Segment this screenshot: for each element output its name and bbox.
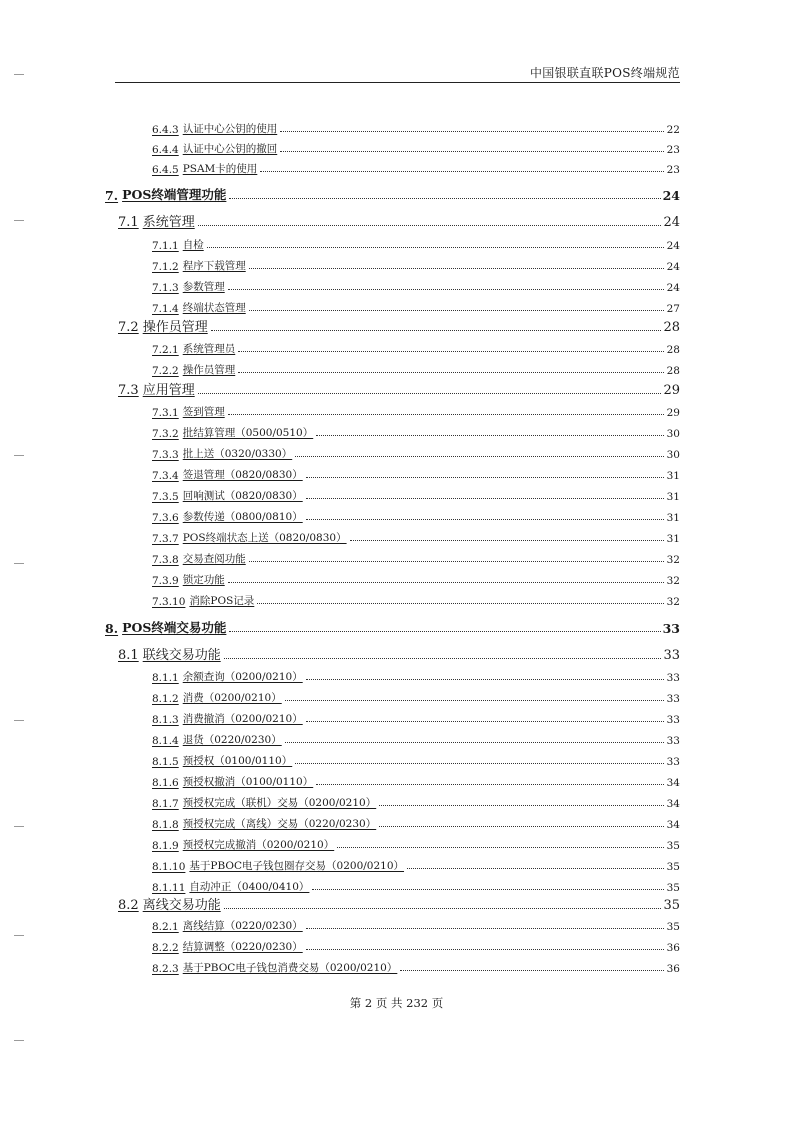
toc-entry-title: 消费撤消（0200/0210） [182,713,303,725]
toc-dot-leader [295,455,664,457]
toc-dot-leader [306,720,664,722]
toc-entry-number: 8.1 [118,648,139,663]
toc-entry-number: 7.3.3 [152,449,179,461]
toc-dot-leader [211,329,662,331]
toc-entry[interactable] [152,508,680,524]
toc-entry[interactable] [152,773,680,789]
toc-entry-title: POS终端状态上送（0820/0830） [182,532,347,544]
toc-entry-number: 8.2.1 [152,921,179,933]
toc-entry[interactable] [152,752,680,768]
toc-entry-title: 结算调整（0220/0230） [182,941,303,953]
toc-entry-number: 6.4.5 [152,164,179,176]
scan-mark [14,720,24,721]
toc-entry[interactable] [152,160,680,176]
toc-entry-title: 预授权（0100/0110） [182,755,293,767]
scan-mark [14,220,24,221]
toc-entry-title: POS终端交易功能 [122,620,227,635]
toc-entry-page: 33 [663,648,680,663]
toc-entry-title: 预授权完成撤消（0200/0210） [182,839,335,851]
toc-entry-page: 34 [666,819,680,831]
toc-dot-leader [249,267,664,269]
toc-entry[interactable] [152,878,680,894]
toc-entry[interactable] [152,487,680,503]
toc-dot-leader [229,630,660,632]
scan-mark [14,1040,24,1041]
toc-entry-page: 35 [666,921,680,933]
toc-entry-number: 7.3.2 [152,428,179,440]
toc-entry-title: 预授权完成（离线）交易（0220/0230） [182,818,377,830]
toc-entry-page: 32 [666,575,680,587]
toc-entry-number: 7.3.5 [152,491,179,503]
toc-entry-page: 33 [666,756,680,768]
toc-entry-number: 8.1.1 [152,672,179,684]
toc-entry-page: 31 [666,533,680,545]
toc-entry-page: 27 [666,303,680,315]
toc-entry[interactable] [152,959,680,975]
toc-dot-leader [229,197,660,199]
toc-entry[interactable] [152,340,680,356]
toc-dot-leader [306,497,664,499]
toc-entry-page: 35 [663,898,680,913]
toc-entry-page: 31 [666,512,680,524]
toc-entry-number: 7.3.8 [152,554,179,566]
scan-mark [14,935,24,936]
toc-entry-title: 签到管理 [182,406,225,418]
toc-entry-page: 28 [666,344,680,356]
toc-entry[interactable] [152,710,680,726]
toc-entry-title: 应用管理 [142,383,195,398]
toc-entry[interactable] [152,592,680,608]
toc-dot-leader [285,699,664,701]
toc-dot-leader [379,804,664,806]
toc-entry-number: 7.1 [118,215,139,230]
toc-entry-number: 7.3.10 [152,596,186,608]
toc-entry-page: 30 [666,428,680,440]
toc-entry-title: 系统管理员 [182,343,236,355]
toc-entry-title: 预授权完成（联机）交易（0200/0210） [182,797,377,809]
toc-entry-page: 30 [666,449,680,461]
toc-dot-leader [337,846,664,848]
toc-entry-page: 33 [666,714,680,726]
toc-entry-page: 29 [666,407,680,419]
toc-entry[interactable] [152,917,680,933]
toc-entry-number: 6.4.3 [152,124,179,136]
toc-entry-page: 28 [663,320,680,335]
toc-entry-page: 33 [666,735,680,747]
toc-entry-page: 33 [662,621,680,636]
toc-entry[interactable] [152,445,680,461]
toc-dot-leader [249,560,664,562]
page-footer: 第 2 页 共 232 页 [349,996,444,1010]
toc-entry-number: 7.2.2 [152,365,179,377]
toc-dot-leader [228,413,664,415]
toc-entry-number: 8.2.3 [152,963,179,975]
toc-dot-leader [350,539,664,541]
toc-entry[interactable] [152,361,680,377]
toc-entry-page: 33 [666,672,680,684]
toc-entry-number: 8.1.2 [152,693,179,705]
toc-entry[interactable] [152,836,680,852]
toc-entry-number: 7. [105,188,119,203]
toc-dot-leader [260,170,664,172]
toc-entry-title: PSAM卡的使用 [182,163,258,175]
toc-entry-title: 操作员管理 [182,364,236,376]
toc-entry-number: 7.3.4 [152,470,179,482]
toc-dot-leader [198,224,662,226]
toc-entry-page: 32 [666,554,680,566]
toc-entry-number: 8.1.5 [152,756,179,768]
toc-dot-leader [285,741,664,743]
toc-entry[interactable] [152,731,680,747]
toc-entry[interactable] [152,571,680,587]
toc-entry-title: 联线交易功能 [142,648,221,663]
toc-entry-title: 预授权撤消（0100/0110） [182,776,314,788]
scan-mark [14,74,24,75]
toc-entry[interactable] [152,857,680,873]
toc-entry-title: 回响测试（0820/0830） [182,490,303,502]
toc-entry-number: 8.1.6 [152,777,179,789]
toc-entry[interactable] [152,140,680,156]
toc-entry-title: 认证中心公钥的撤回 [182,143,278,155]
header-title: 中国银联直联POS终端规范 [529,66,680,80]
toc-entry-number: 8.1.7 [152,798,179,810]
scan-mark [14,826,24,827]
toc-entry-number: 7.3 [118,383,139,398]
toc-dot-leader [407,867,664,869]
toc-entry-page: 24 [663,215,680,230]
toc-entry-number: 7.1.4 [152,303,179,315]
toc-dot-leader [224,907,662,909]
toc-entry-number: 7.3.1 [152,407,179,419]
toc-dot-leader [224,657,662,659]
toc-dot-leader [198,392,662,394]
toc-entry-number: 7.1.3 [152,282,179,294]
toc-entry-page: 28 [666,365,680,377]
toc-entry-number: 6.4.4 [152,144,179,156]
scan-mark [14,563,24,564]
toc-dot-leader [295,762,664,764]
toc-entry-number: 7.1.2 [152,261,179,273]
toc-dot-leader [306,678,664,680]
toc-entry-page: 22 [666,124,680,136]
toc-entry-page: 32 [666,596,680,608]
toc-entry-title: 批结算管理（0500/0510） [182,427,314,439]
toc-dot-leader [306,948,664,950]
toc-entry-page: 34 [666,777,680,789]
toc-entry[interactable] [152,815,680,831]
toc-entry[interactable] [152,529,680,545]
toc-dot-leader [306,518,664,520]
toc-entry-number: 7.3.6 [152,512,179,524]
toc-dot-leader [312,888,664,890]
toc-entry-number: 8. [105,621,119,636]
toc-entry[interactable] [152,403,680,419]
toc-entry[interactable] [152,424,680,440]
toc-entry-number: 8.2.2 [152,942,179,954]
toc-dot-leader [280,130,664,132]
toc-entry-number: 8.1.4 [152,735,179,747]
toc-entry-title: 基于PBOC电子钱包消费交易（0200/0210） [182,962,398,974]
toc-entry-title: 锁定功能 [182,574,225,586]
toc-entry-title: 认证中心公钥的使用 [182,123,278,135]
toc-entry[interactable] [152,938,680,954]
toc-entry-number: 7.3.7 [152,533,179,545]
toc-entry[interactable] [105,620,680,636]
toc-entry-page: 31 [666,470,680,482]
toc-entry-title: 余额查询（0200/0210） [182,671,303,683]
toc-entry-title: 批上送（0320/0330） [182,448,293,460]
toc-entry-title: 消费（0200/0210） [182,692,282,704]
toc-entry[interactable] [152,668,680,684]
toc-entry[interactable] [152,689,680,705]
toc-entry-title: 基于PBOC电子钱包圈存交易（0200/0210） [189,860,405,872]
toc-entry-title: 消除POS记录 [189,595,255,607]
toc-entry[interactable] [152,794,680,810]
toc-entry-title: 签退管理（0820/0830） [182,469,303,481]
toc-entry-title: 终端状态管理 [182,302,246,314]
toc-entry-title: 操作员管理 [142,320,208,335]
toc-entry-number: 7.1.1 [152,240,179,252]
toc-entry-page: 24 [666,240,680,252]
toc-entry-title: 自检 [182,239,204,251]
toc-entry-title: POS终端管理功能 [122,187,227,202]
toc-entry-title: 自动冲正（0400/0410） [189,881,310,893]
toc-entry-number: 8.1.8 [152,819,179,831]
toc-dot-leader [207,246,664,248]
toc-dot-leader [306,927,664,929]
toc-dot-leader [228,288,664,290]
toc-entry-title: 程序下载管理 [182,260,246,272]
toc-dot-leader [280,150,664,152]
toc-dot-leader [316,434,664,436]
toc-entry[interactable] [118,319,680,335]
toc-entry-page: 24 [662,188,680,203]
toc-entry-title: 交易查阅功能 [182,553,246,565]
toc-entry-page: 34 [666,798,680,810]
toc-entry[interactable] [152,550,680,566]
toc-dot-leader [316,783,664,785]
toc-entry-page: 31 [666,491,680,503]
toc-entry-page: 23 [666,164,680,176]
toc-dot-leader [228,581,664,583]
toc-entry-number: 8.1.9 [152,840,179,852]
toc-entry-page: 24 [666,261,680,273]
toc-entry-page: 35 [666,861,680,873]
toc-entry[interactable] [105,187,680,203]
toc-entry-number: 8.1.3 [152,714,179,726]
toc-entry-title: 系统管理 [142,215,195,230]
toc-entry-page: 36 [666,942,680,954]
toc-dot-leader [249,309,664,311]
toc-entry[interactable] [152,299,680,315]
toc-dot-leader [257,602,664,604]
toc-entry-number: 8.2 [118,898,139,913]
toc-entry-title: 离线交易功能 [142,898,221,913]
toc-dot-leader [400,969,664,971]
toc-entry[interactable] [118,897,680,913]
toc-entry[interactable] [152,236,680,252]
toc-entry[interactable] [152,120,680,136]
toc-entry[interactable] [152,257,680,273]
toc-entry-page: 35 [666,882,680,894]
toc-entry-page: 29 [663,383,680,398]
toc-entry-page: 23 [666,144,680,156]
toc-entry-number: 7.3.9 [152,575,179,587]
toc-dot-leader [306,476,664,478]
toc-entry[interactable] [118,382,680,398]
toc-entry[interactable] [152,466,680,482]
toc-dot-leader [379,825,664,827]
toc-entry-page: 24 [666,282,680,294]
toc-entry[interactable] [152,278,680,294]
scan-mark [14,455,24,456]
toc-entry-title: 参数管理 [182,281,225,293]
toc-entry-title: 离线结算（0220/0230） [182,920,303,932]
toc-entry-number: 7.2 [118,320,139,335]
toc-entry[interactable] [118,647,680,663]
toc-entry-page: 33 [666,693,680,705]
toc-dot-leader [238,371,664,373]
toc-entry-number: 8.1.11 [152,882,186,894]
toc-entry-page: 36 [666,963,680,975]
toc-entry-title: 退货（0220/0230） [182,734,282,746]
toc-entry-number: 7.2.1 [152,344,179,356]
toc-entry-number: 8.1.10 [152,861,186,873]
toc-entry-page: 35 [666,840,680,852]
toc-entry-title: 参数传递（0800/0810） [182,511,303,523]
toc-dot-leader [238,350,664,352]
toc-entry[interactable] [118,214,680,230]
